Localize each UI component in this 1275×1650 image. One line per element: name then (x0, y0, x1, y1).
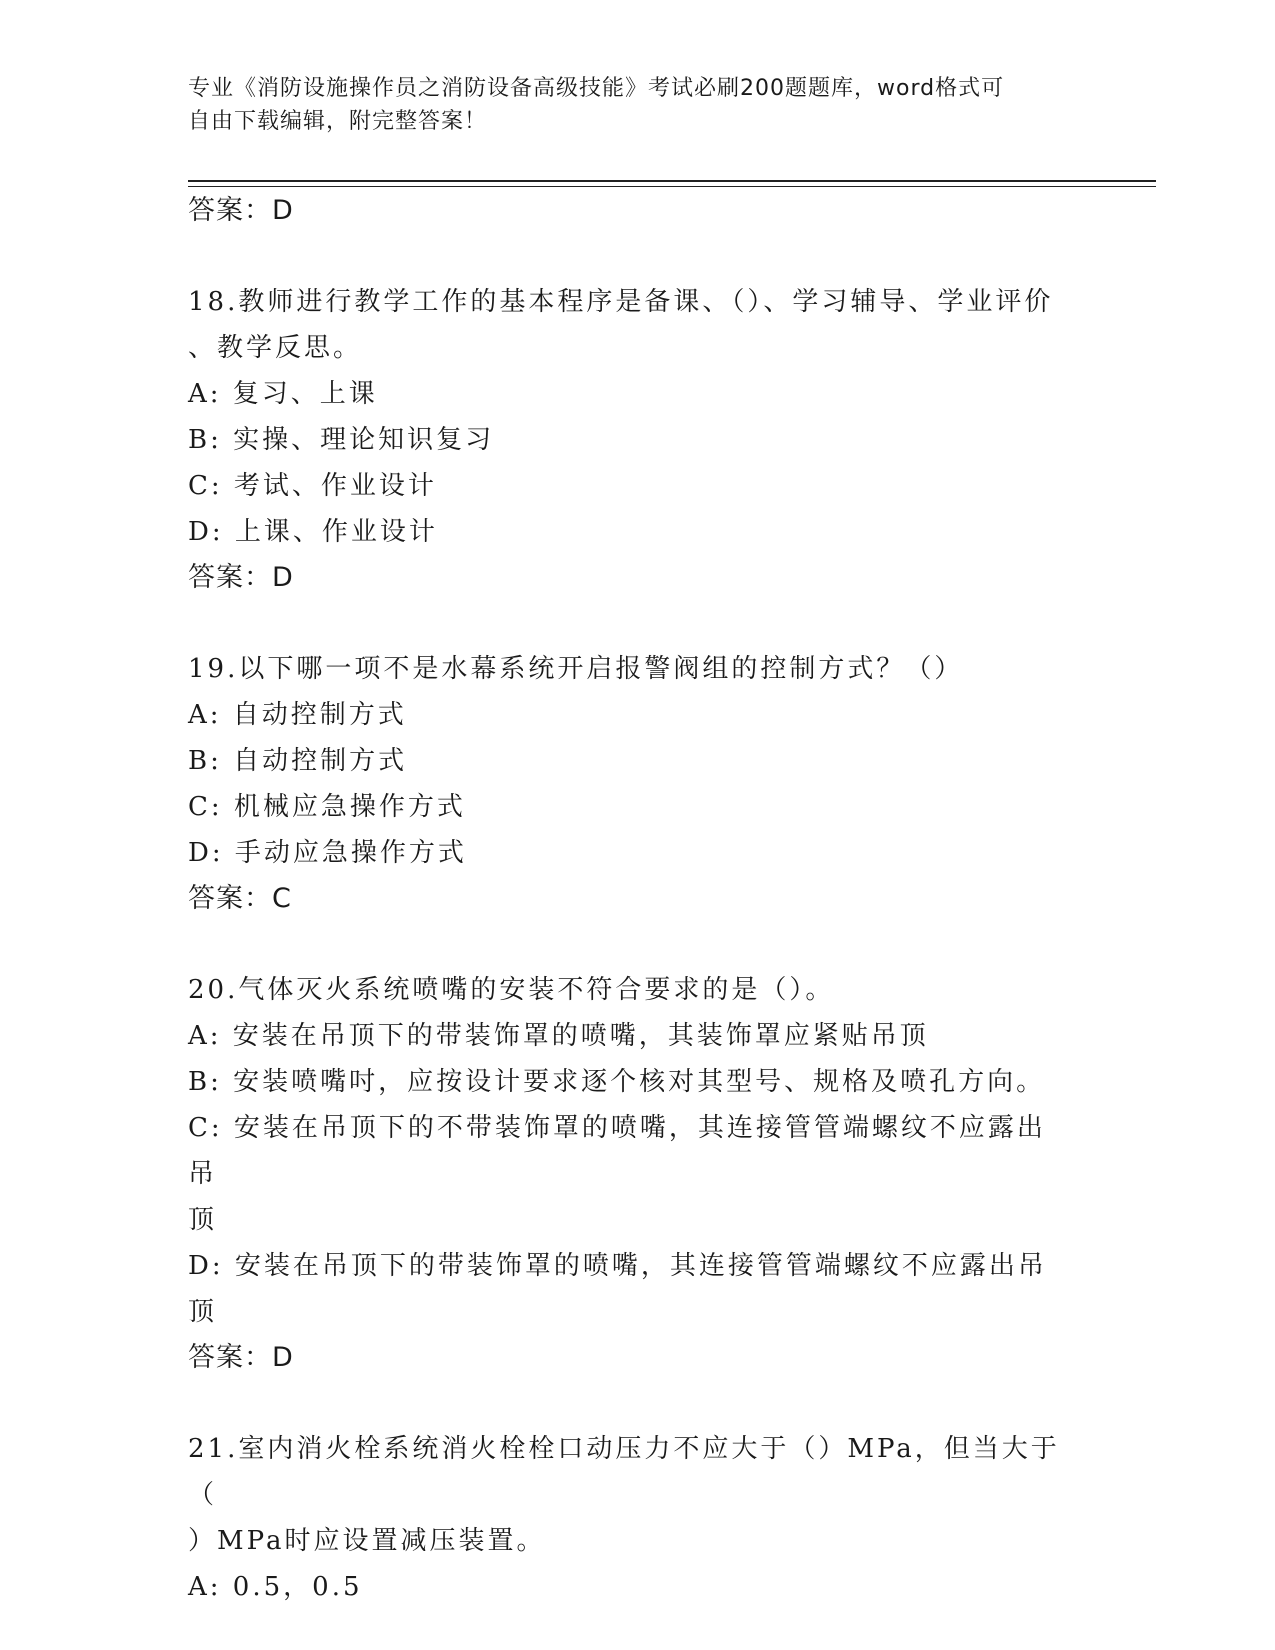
option-c-cont: 顶 (188, 1205, 218, 1235)
question-list (188, 188, 1068, 1610)
answer-line: 答案：D (188, 195, 294, 226)
question-19 (188, 646, 1068, 922)
answer-line: 答案：C (188, 883, 292, 914)
option-d: D: 手动应急操作方式 (188, 838, 467, 868)
option-b: B: 安装喷嘴吋，应按设计要求逐个核对其型号、规格及喷孔方向。 (188, 1067, 1046, 1097)
option-d: D: 上课、作业设计 (188, 517, 438, 547)
question-21 (188, 1426, 1068, 1610)
question-20 (188, 967, 1068, 1381)
option-b: B: 实操、理论知识复习 (188, 425, 495, 455)
option-a: A: 复习、上课 (188, 379, 378, 409)
option-b: B: 自动控制方式 (188, 746, 408, 776)
option-c: C: 安装在吊顶下的不带装饰罩的喷嘴，其连接管管端螺纹不应露出吊 (188, 1113, 1046, 1189)
question-title: 21.室内消火栓系统消火栓栓口动压力不应大于（）MPa，但当大于（ (188, 1434, 1060, 1510)
answer-line: 答案：D (188, 562, 294, 593)
answer-line: 答案：D (188, 1342, 294, 1373)
question-title: 20.气体灭火系统喷嘴的安装不符合要求的是（）。 (188, 975, 835, 1005)
header-rule-thin (188, 186, 1156, 187)
option-a: A: 0.5，0.5 (188, 1572, 363, 1602)
option-a: A: 自动控制方式 (188, 700, 407, 730)
question-title-cont: ）MPa时应设置减压装置。 (188, 1526, 546, 1556)
question-title-cont: 、教学反思。 (188, 333, 363, 363)
header-line-2: 自由下载编辑，附完整答案！ (188, 109, 488, 134)
question-title: 19.以下哪一项不是水幕系统开启报警阀组的控制方式？（） (188, 654, 964, 684)
option-d: D: 安装在吊顶下的带装饰罩的喷嘴，其连接管管端螺纹不应露出吊顶 (188, 1251, 1047, 1327)
option-a: A: 安装在吊顶下的带装饰罩的喷嘴，其装饰罩应紧贴吊顶 (188, 1021, 929, 1051)
header-line-1: 专业《消防设施操作员之消防设备高级技能》考试必刷200题题库，word格式可 (188, 76, 1005, 101)
question-title: 18.教师进行教学工作的基本程序是备课、（）、学习辅导、学业评价 (188, 287, 1054, 317)
option-c: C: 考试、作业设计 (188, 471, 437, 501)
question-18 (188, 279, 1068, 601)
option-c: C: 机械应急操作方式 (188, 792, 466, 822)
page-header (188, 72, 1068, 138)
header-rule-thick (188, 180, 1156, 182)
